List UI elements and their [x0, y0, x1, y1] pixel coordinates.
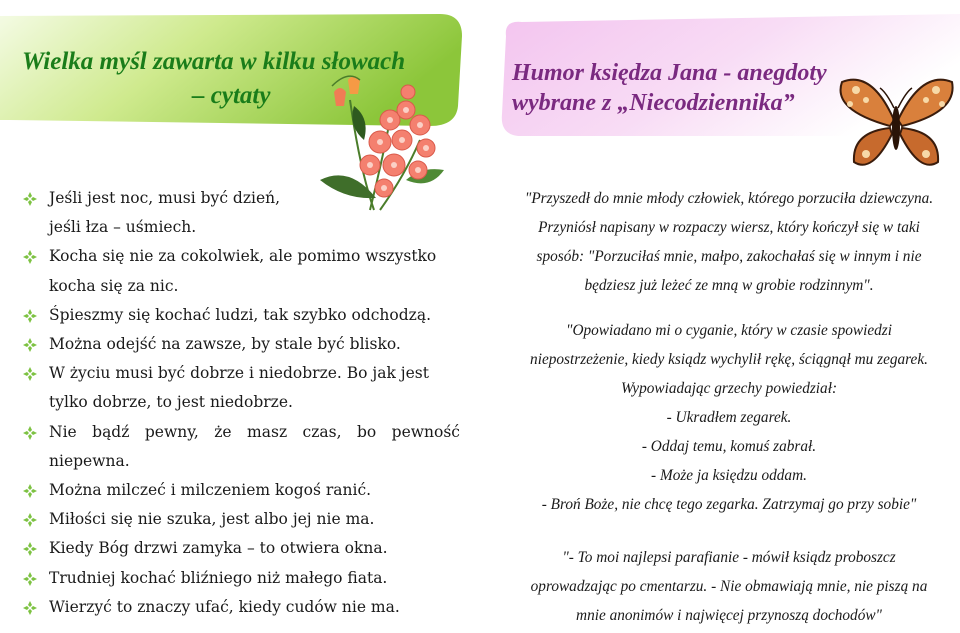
anecdote-line: sposób: "Porzuciłaś mnie, małpo, zakochałaś się w innym i nie: [536, 248, 922, 265]
anecdotes-title-line1: Humor księdza Jana - anegdoty: [512, 60, 827, 86]
anecdote-line: niepostrzeżenie, kiedy ksiądz wychylił rękę, ściągnął mu zegarek.: [530, 351, 928, 368]
quote-text-line: tylko dobrze, to jest niedobrze.: [49, 393, 293, 412]
diamond-bullet-icon: [23, 309, 37, 323]
anecdote-2: [503, 316, 955, 519]
anecdote-line: oprowadzając po cmentarzu. - Nie obmawiają mnie, nie piszą na: [530, 578, 928, 595]
list-item: [23, 418, 460, 476]
diamond-bullet-icon: [23, 192, 37, 206]
diamond-bullet-icon: [23, 542, 37, 556]
anecdote-line: "Przyszedł do mnie młody człowiek, którego porzuciła dziewczyna.: [524, 190, 934, 207]
quote-text-line: Kocha się nie za cokolwiek, ale pomimo wszystko: [49, 247, 437, 266]
list-item: [23, 476, 460, 505]
anecdotes-title-line2: wybrane z „Niecodziennika”: [512, 90, 795, 116]
anecdote-line: "- To moi najlepsi parafianie - mówił ksiądz proboszcz: [562, 549, 896, 566]
list-item: [23, 242, 460, 300]
anecdote-line: - Ukradłem zegarek.: [666, 409, 792, 426]
diamond-bullet-icon: [23, 484, 37, 498]
diamond-bullet-icon: [23, 250, 37, 264]
quotes-list: [23, 184, 460, 622]
quote-text-line: Trudniej kochać bliźniego niż małego fiata.: [49, 568, 388, 587]
anecdote-line: mnie anonimów i najwięcej przynoszą dochodów": [576, 607, 882, 624]
anecdote-line: Wypowiadając grzechy powiedział:: [620, 380, 838, 397]
anecdote-line: Przyniósł napisany w rozpaczy wiersz, który kończył się w taki: [538, 219, 920, 236]
list-item: [23, 534, 460, 563]
quote-text-line: niepewna.: [49, 451, 130, 470]
diamond-bullet-icon: [23, 513, 37, 527]
quotes-title-line2: – cytaty: [192, 82, 271, 109]
diamond-bullet-icon: [23, 572, 37, 586]
quote-text-line: Można odejść na zawsze, by stale być blisko.: [49, 335, 401, 354]
list-item: [23, 505, 460, 534]
quote-text-line: Kiedy Bóg drzwi zamyka – to otwiera okna.: [49, 539, 388, 558]
anecdote-line: - Oddaj temu, komuś zabrał.: [641, 438, 817, 455]
list-item: [23, 330, 460, 359]
list-item: [23, 301, 460, 330]
list-item: [23, 359, 460, 417]
quote-text-line: Jeśli jest noc, musi być dzień,: [49, 189, 281, 207]
anecdotes-column: [503, 184, 955, 630]
anecdote-line: "Opowiadano mi o cyganie, który w czasie spowiedzi: [566, 322, 892, 339]
anecdote-3: [503, 543, 955, 630]
diamond-bullet-icon: [23, 338, 37, 352]
list-item: [23, 593, 460, 622]
quote-text-line: Nie bądź pewny, że masz czas, bo pewność: [49, 422, 460, 441]
anecdotes-section-title: [512, 58, 872, 118]
quote-text-line: Śpieszmy się kochać ludzi, tak szybko odchodzą.: [49, 305, 432, 324]
quotes-title-line1: Wielka myśl zawarta w kilku słowach: [22, 48, 406, 75]
quote-text-line: jeśli łza – uśmiech.: [49, 218, 197, 237]
quote-text-line: W życiu musi być dobrze i niedobrze. Bo jak jest: [49, 364, 429, 383]
list-item: [23, 564, 460, 593]
quote-text-line: Miłości się nie szuka, jest albo jej nie ma.: [49, 510, 375, 529]
diamond-bullet-icon: [23, 426, 37, 440]
diamond-bullet-icon: [23, 601, 37, 615]
anecdote-line: - Może ja księdzu oddam.: [651, 467, 807, 484]
diamond-bullet-icon: [23, 367, 37, 381]
quote-text-line: Wierzyć to znaczy ufać, kiedy cudów nie ma.: [49, 597, 400, 616]
quote-text-line: Można milczeć i milczeniem kogoś ranić.: [49, 481, 372, 500]
anecdote-1: [503, 184, 955, 300]
quote-text-line: kocha się za nic.: [49, 276, 179, 295]
anecdote-line: będziesz już leżeć ze mną w grobie rodzinnym".: [584, 277, 874, 294]
anecdote-line: - Broń Boże, nie chcę tego zegarka. Zatrzymaj go przy sobie": [541, 496, 917, 513]
butterfly-illustration: [832, 70, 958, 176]
list-item: [23, 184, 460, 242]
